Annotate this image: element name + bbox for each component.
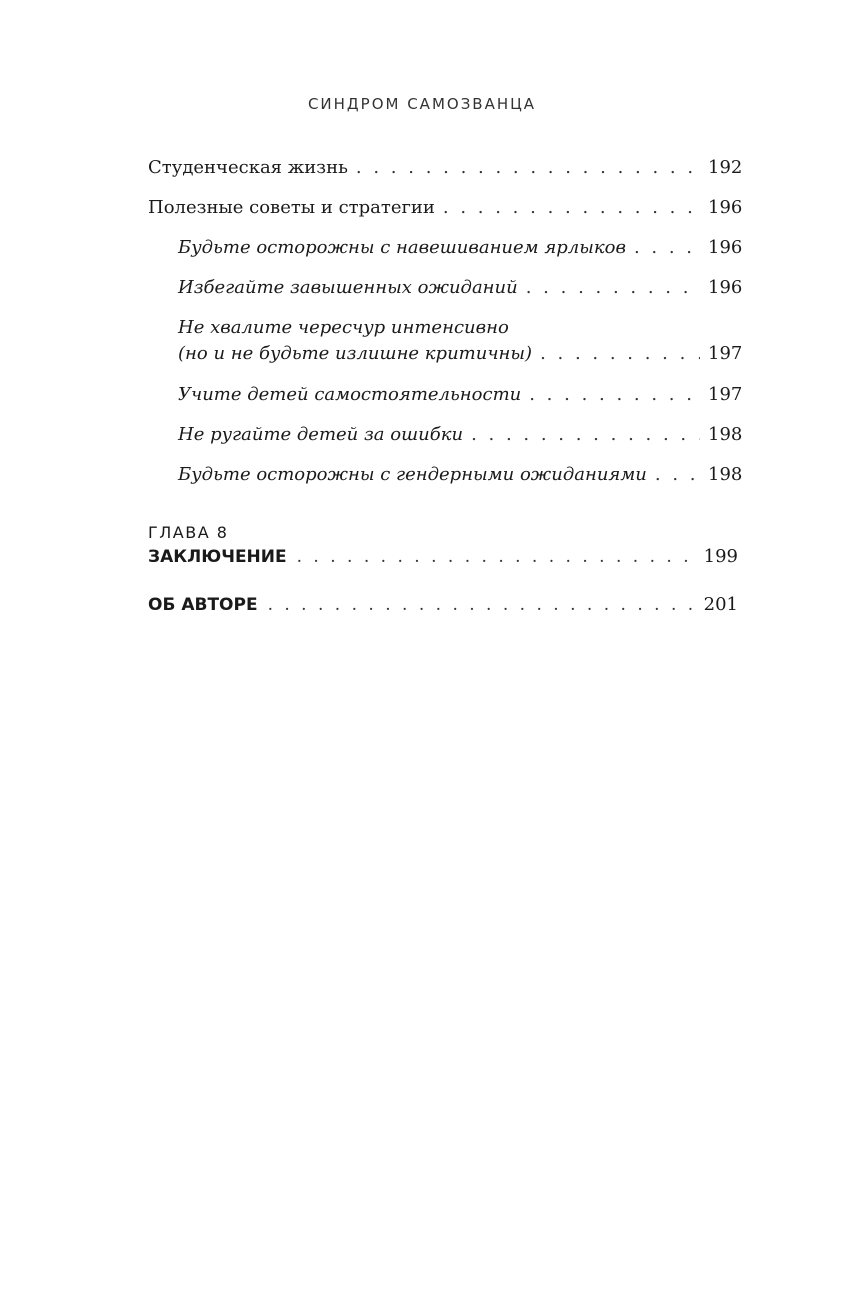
- toc-subentry-page: 197: [708, 384, 743, 405]
- toc-subentry-title: Избегайте завышенных ожиданий: [178, 277, 518, 298]
- toc-subentry-page: 198: [708, 424, 743, 445]
- leader-dots: [529, 382, 700, 408]
- toc-subentry-title-line1: Не хвалите чересчур интенсивно: [178, 317, 509, 338]
- leader-dots: [268, 592, 700, 618]
- toc-subentry[interactable]: [148, 275, 743, 315]
- toc-subentry-title: Будьте осторожны с гендерными ожиданиями: [178, 464, 647, 485]
- toc-subentry-page: 196: [708, 277, 743, 298]
- toc-subentry-title: Будьте осторожны с навешиванием ярлыков: [178, 237, 626, 258]
- toc-subentry[interactable]: [148, 235, 743, 275]
- leader-dots: [471, 422, 700, 448]
- toc-subentry[interactable]: [148, 422, 743, 462]
- leader-dots: [526, 275, 700, 301]
- toc-subentry-title: Учите детей самостоятельности: [178, 384, 522, 405]
- about-block: [148, 592, 738, 618]
- leader-dots: [655, 462, 700, 488]
- toc-subentry-title-line2: (но и не будьте излишне критичны): [178, 343, 533, 364]
- chapter-page: 199: [703, 546, 738, 567]
- leader-dots: [297, 544, 700, 570]
- about-title: ОБ АВТОРЕ: [148, 595, 258, 615]
- chapter-label: ГЛАВА 8: [148, 523, 229, 542]
- toc-entry-title: Полезные советы и стратегии: [148, 197, 435, 218]
- toc-subentry[interactable]: [148, 462, 743, 502]
- leader-dots: [540, 341, 700, 367]
- running-head: СИНДРОМ САМОЗВАНЦА: [307, 95, 537, 113]
- chapter-block: [148, 522, 738, 570]
- chapter-entry[interactable]: [148, 544, 738, 570]
- table-of-contents: [148, 155, 743, 618]
- toc-entry-page: 196: [708, 197, 743, 218]
- toc-entry[interactable]: [148, 195, 743, 235]
- toc-entry-page: 192: [708, 157, 743, 178]
- leader-dots: [443, 195, 700, 221]
- about-page: 201: [703, 594, 738, 615]
- toc-entry-title: Студенческая жизнь: [148, 157, 348, 178]
- chapter-title: ЗАКЛЮЧЕНИЕ: [148, 547, 287, 567]
- toc-subentry[interactable]: [148, 382, 743, 422]
- about-entry[interactable]: [148, 592, 738, 618]
- toc-subentry-title: Не ругайте детей за ошибки: [178, 424, 464, 445]
- toc-subentry[interactable]: [148, 315, 743, 382]
- leader-dots: [634, 235, 700, 261]
- toc-subentry-page: 196: [708, 237, 743, 258]
- leader-dots: [356, 155, 700, 181]
- toc-subentry-page: 198: [708, 464, 743, 485]
- toc-entry[interactable]: [148, 155, 743, 195]
- toc-subentry-page: 197: [708, 343, 743, 364]
